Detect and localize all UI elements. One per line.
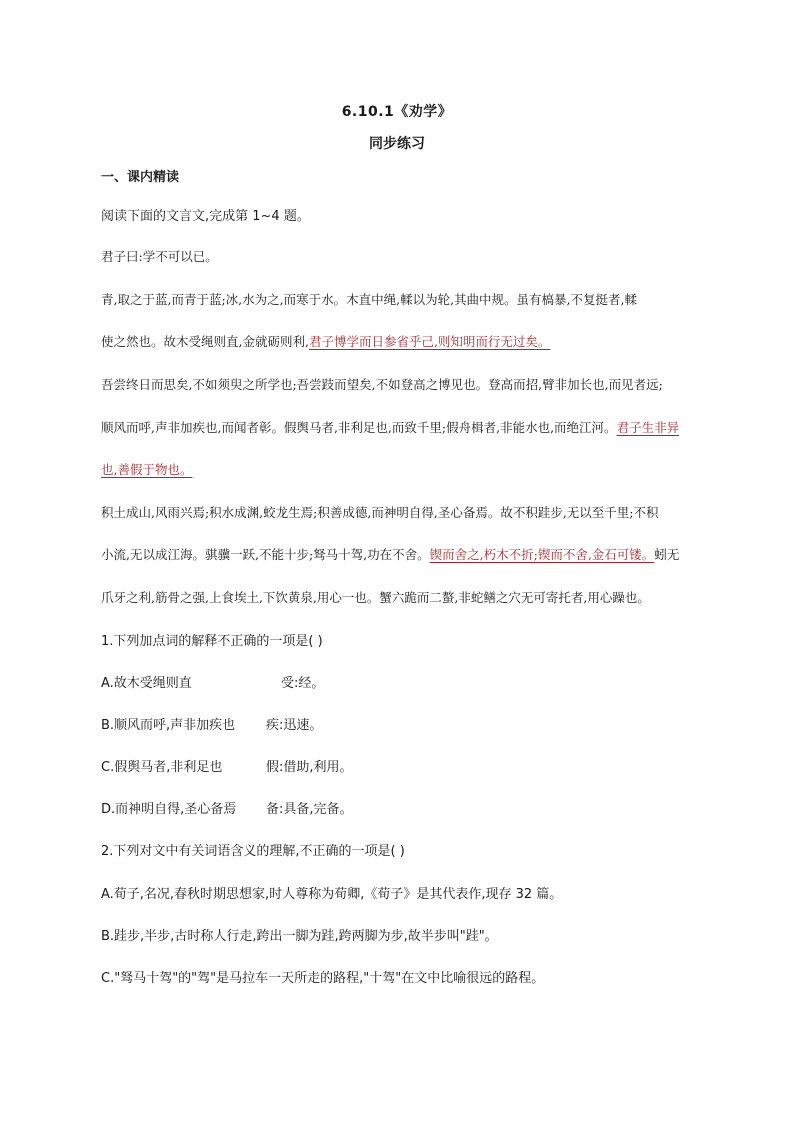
passage-text: 使之然也。故木受绳则直,金就砺则利,: [101, 334, 309, 349]
passage-line: 吾尝终日而思矣,不如须臾之所学也;吾尝跂而望矣,不如登高之博见也。登高而招,臂非加长也,而见者远;: [101, 377, 663, 392]
question-1-stem: 1.下列加点词的解释不正确的一项是( ): [101, 634, 323, 649]
question-1-gloss-d: 备:具备,完备。: [266, 802, 353, 817]
highlighted-sentence: 也,善假于物也。: [101, 462, 193, 477]
instruction-text: 阅读下面的文言文,完成第 1~4 题。: [101, 209, 310, 224]
passage-line: 青,取之于蓝,而青于蓝;冰,水为之,而寒于水。木直中绳,輮以为轮,其曲中规。虽有槁暴,不复挺者,輮: [101, 292, 638, 307]
section-heading: 一、课内精读: [101, 170, 180, 185]
passage-line: [101, 418, 721, 436]
question-2-stem: 2.下列对文中有关词语含义的理解,不正确的一项是( ): [101, 844, 405, 859]
question-1-option-a: A.故木受绳则直: [101, 676, 192, 691]
question-1-gloss-c: 假:借助,利用。: [266, 760, 353, 775]
question-2-option-b: B.跬步,半步,古时称人行走,跨出一脚为跬,跨两脚为步,故半步叫"跬"。: [101, 929, 498, 944]
passage-line: 积土成山,风雨兴焉;积水成渊,蛟龙生焉;积善成德,而神明自得,圣心备焉。故不积跬步,无以至千里;不积: [101, 505, 659, 520]
question-1-gloss-b: 疾:迅速。: [266, 718, 323, 733]
question-1-gloss-a: 受:经。: [281, 676, 325, 691]
passage-text: 顺风而呼,声非加疾也,而闻者彰。假舆马者,非利足也,而致千里;假舟楫者,非能水也,而绝江河。: [101, 420, 617, 435]
question-1-option-d: D.而神明自得,圣心备焉: [101, 802, 237, 817]
passage-line: [101, 460, 721, 478]
question-1-option-b: B.顺风而呼,声非加疾也: [101, 718, 236, 733]
passage-line: [101, 332, 721, 350]
passage-text: 蚓无: [654, 547, 680, 562]
question-2-option-a: A.荀子,名况,春秋时期思想家,时人尊称为荀卿,《荀子》是其代表作,现存 32 篇。: [101, 887, 563, 902]
passage-text: 小流,无以成江海。骐骥一跃,不能十步;驽马十驾,功在不舍。: [101, 547, 430, 562]
page-title: 6.10.1《劝学》: [341, 104, 453, 120]
page-subtitle: 同步练习: [369, 136, 425, 152]
question-1-option-c: C.假舆马者,非利足也: [101, 760, 223, 775]
question-2-option-c: C."驽马十驾"的"驾"是马拉车一天所走的路程,"十驾"在文中比喻很远的路程。: [101, 971, 545, 986]
highlighted-sentence: 君子生非异: [616, 420, 680, 435]
passage-line: [101, 545, 721, 563]
passage-line: 君子曰:学不可以已。: [101, 249, 218, 264]
passage-line: 爪牙之利,筋骨之强,上食埃土,下饮黄泉,用心一也。蟹六跪而二螯,非蛇鳝之穴无可寄托者,用心躁也。: [101, 590, 650, 605]
highlighted-sentence: 锲而舍之,朽木不折;锲而不舍,金石可镂。: [429, 547, 655, 562]
highlighted-sentence: 君子博学而日参省乎己,则知明而行无过矣。: [308, 334, 551, 349]
